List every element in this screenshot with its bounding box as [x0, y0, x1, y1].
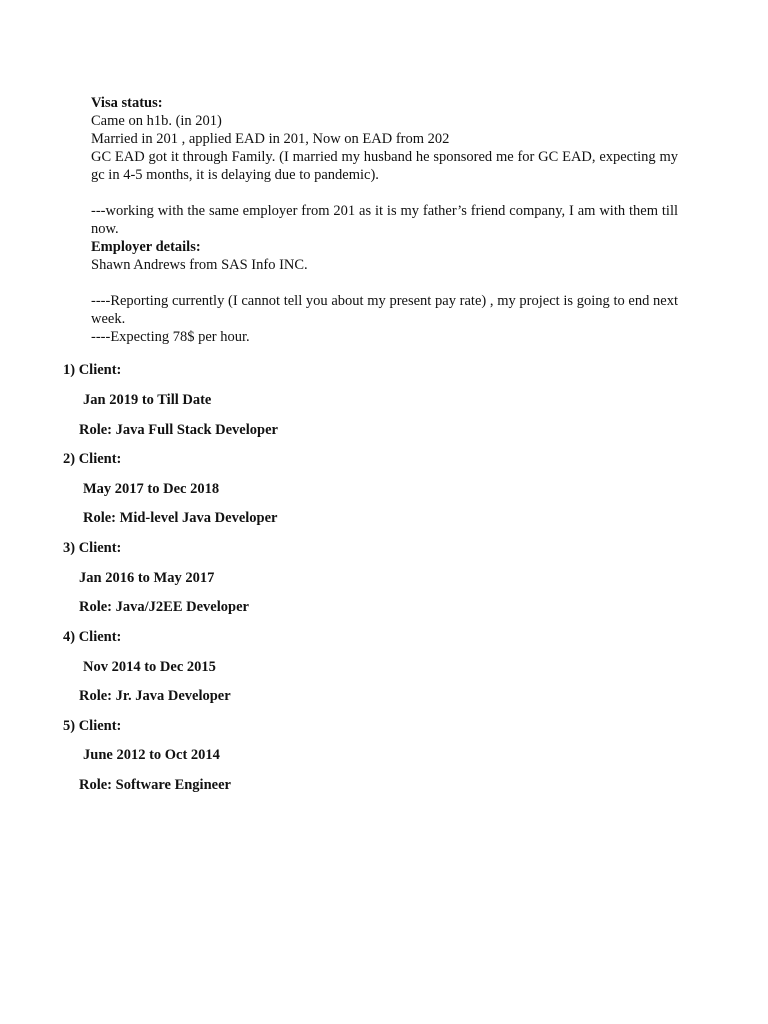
client-1-dates: Jan 2019 to Till Date: [83, 392, 212, 408]
client-2-dates: May 2017 to Dec 2018: [83, 481, 220, 497]
visa-line-gc-ead: GC EAD got it through Family. (I married my husband he sponsored me for GC EAD, expecting my gc in 4-5 months, it is delaying due to pandemic).: [91, 149, 678, 183]
client-3-dates: Jan 2016 to May 2017: [79, 570, 215, 586]
employer-details-heading: Employer details:: [91, 239, 201, 255]
employer-history-line: ---working with the same employer from 201 as it is my father’s friend company, I am with them till now.: [91, 203, 678, 237]
reporting-line: ----Reporting currently (I cannot tell you about my present pay rate) , my project is going to end next week.: [91, 293, 678, 327]
client-5-label: 5) Client:: [63, 718, 122, 734]
expected-rate-line: ----Expecting 78$ per hour.: [91, 329, 250, 345]
visa-status-heading: Visa status:: [91, 95, 163, 111]
intro-section: [91, 94, 678, 346]
employer-name: Shawn Andrews from SAS Info INC.: [91, 257, 308, 273]
client-4-dates: Nov 2014 to Dec 2015: [83, 659, 216, 675]
client-4-role: Role: Jr. Java Developer: [79, 688, 231, 704]
visa-line-arrival: Came on h1b. (in 201): [91, 113, 222, 129]
client-2-label: 2) Client:: [63, 451, 122, 467]
client-5-role: Role: Software Engineer: [79, 777, 231, 793]
client-3-label: 3) Client:: [63, 540, 122, 556]
client-1-role: Role: Java Full Stack Developer: [79, 422, 278, 438]
spacer: [91, 274, 678, 292]
client-2-role: Role: Mid-level Java Developer: [83, 510, 278, 526]
client-5-dates: June 2012 to Oct 2014: [83, 747, 220, 763]
visa-line-marriage: Married in 201 , applied EAD in 201, Now on EAD from 202: [91, 131, 450, 147]
spacer: [91, 184, 678, 202]
client-3-role: Role: Java/J2EE Developer: [79, 599, 249, 615]
client-1-label: 1) Client:: [63, 362, 122, 378]
client-4-label: 4) Client:: [63, 629, 122, 645]
